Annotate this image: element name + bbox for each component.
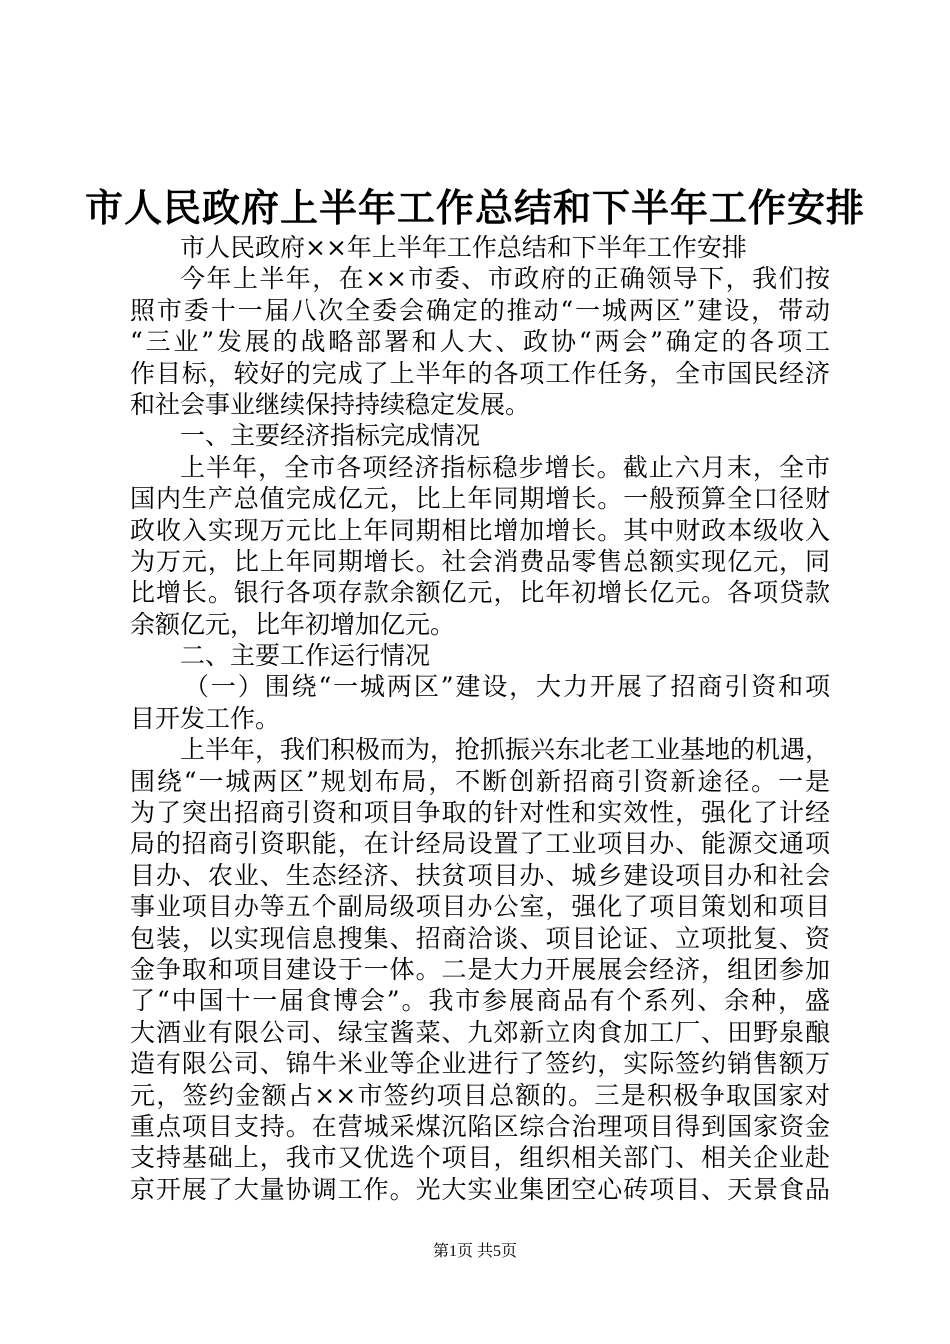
text-line: 上半年，我们积极而为，抢抓振兴东北老工业基地的机遇，	[180, 735, 831, 765]
text-line: 包装，以实现信息搜集、招商洽谈、项目论证、立项批复、资	[130, 923, 830, 953]
text-line: 事业项目办等五个副局级项目办公室，强化了项目策划和项目	[130, 892, 830, 922]
text-line: 一、主要经济指标完成情况	[180, 421, 481, 451]
text-line: 支持基础上，我市又优选个项目，组织相关部门、相关企业赴	[130, 1143, 830, 1173]
text-line: 了“中国十一届食博会”。我市参展商品有个系列、余种，盛	[130, 986, 830, 1016]
text-line: （一）围绕“一城两区”建设，大力开展了招商引资和项	[184, 672, 830, 702]
text-line: 政收入实现万元比上年同期相比增加增长。其中财政本级收入	[130, 515, 830, 545]
text-line: 作目标，较好的完成了上半年的各项工作任务，全市国民经济	[130, 358, 830, 388]
text-line: 围绕“一城两区”规划布局，不断创新招商引资新途径。一是	[130, 766, 830, 796]
text-line: 和社会事业继续保持持续稳定发展。	[130, 389, 531, 419]
text-line: 重点项目支持。在营城采煤沉陷区综合治理项目得到国家资金	[130, 1111, 830, 1141]
text-line: 比增长。银行各项存款余额亿元，比年初增长亿元。各项贷款	[130, 578, 830, 608]
document-title: 市人民政府上半年工作总结和下半年工作安排	[84, 185, 865, 230]
text-line: 大酒业有限公司、绿宝酱菜、九郊新立肉食加工厂、田野泉酿	[130, 1017, 830, 1047]
text-line: 国内生产总值完成亿元，比上年同期增长。一般预算全口径财	[130, 484, 830, 514]
text-line: “三业”发展的战略部署和人大、政协“两会”确定的各项工	[130, 327, 830, 357]
text-line: 二、主要工作运行情况	[180, 641, 431, 671]
text-line: 目开发工作。	[130, 703, 281, 733]
text-line: 市人民政府××年上半年工作总结和下半年工作安排	[180, 233, 747, 262]
text-line: 造有限公司、锦牛米业等企业进行了签约，实际签约销售额万	[130, 1049, 830, 1079]
document-body	[130, 232, 830, 1205]
text-line: 照市委十一届八次全委会确定的推动“一城两区”建设，带动	[130, 295, 830, 325]
text-line: 京开展了大量协调工作。光大实业集团空心砖项目、天景食品	[130, 1174, 830, 1204]
text-line: 元，签约金额占××市签约项目总额的。三是积极争取国家对	[130, 1080, 830, 1110]
text-line: 目办、农业、生态经济、扶贫项目办、城乡建设项目办和社会	[130, 860, 830, 890]
text-line: 为万元，比上年同期增长。社会消费品零售总额实现亿元，同	[130, 546, 830, 576]
text-line: 局的招商引资职能，在计经局设置了工业项目办、能源交通项	[130, 829, 830, 859]
text-line: 金争取和项目建设于一体。二是大力开展展会经济，组团参加	[130, 954, 830, 984]
text-line: 今年上半年，在××市委、市政府的正确领导下，我们按	[180, 264, 830, 294]
page-footer: 第1页 共5页	[432, 1243, 517, 1260]
text-line: 为了突出招商引资和项目争取的针对性和实效性，强化了计经	[130, 798, 830, 828]
text-line: 上半年，全市各项经济指标稳步增长。截止六月末，全市	[180, 452, 830, 482]
text-line: 余额亿元，比年初增加亿元。	[130, 609, 456, 639]
